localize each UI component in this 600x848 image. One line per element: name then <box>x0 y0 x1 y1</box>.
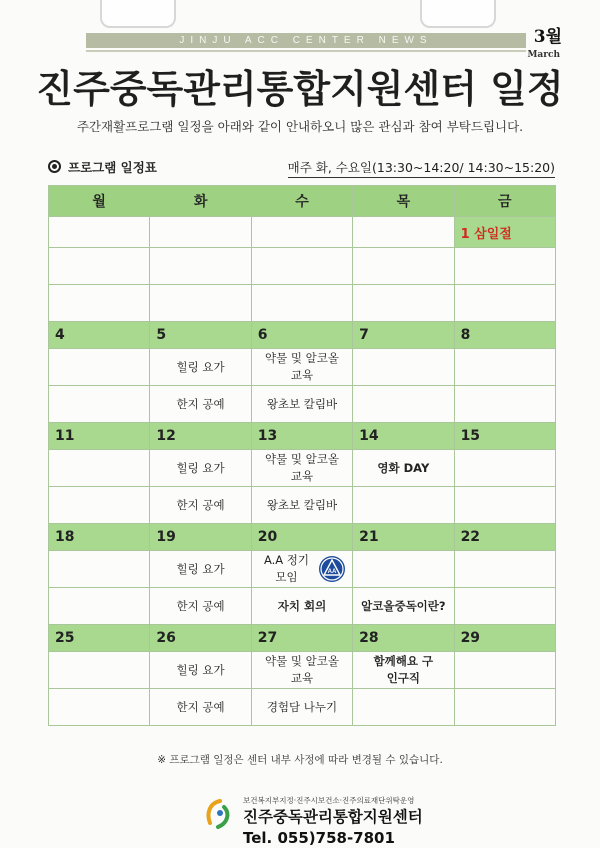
calendar-cell <box>150 217 251 248</box>
week1-row2 <box>49 285 556 322</box>
program-cell <box>49 450 150 487</box>
program-cell <box>49 551 150 588</box>
weekday-fri: 금 <box>454 186 555 217</box>
date-cell: 4 <box>49 322 150 349</box>
footer-subtext: 보건복지부지정·진주시보건소·진주의료재단위탁운영 <box>243 796 415 805</box>
week3-date-row <box>49 423 556 450</box>
date-cell: 29 <box>454 625 555 652</box>
header-banner: JINJU ACC CENTER NEWS <box>86 33 526 48</box>
program-cell: 힐링 요가 <box>150 652 251 689</box>
program-cell <box>49 588 150 625</box>
aa-meeting-block <box>252 552 352 586</box>
date-cell: 18 <box>49 524 150 551</box>
month-en-label: March <box>527 50 560 60</box>
program-cell <box>251 652 352 689</box>
section-label <box>48 158 157 176</box>
date-cell: 15 <box>454 423 555 450</box>
calendar-table <box>48 185 556 726</box>
program-cell <box>251 450 352 487</box>
footer-center-name: 진주중독관리통합지원센터 <box>243 808 423 826</box>
notice-text: ※ 프로그램 일정은 센터 내부 사정에 따라 변경될 수 있습니다. <box>157 754 443 766</box>
program-cell <box>454 487 555 524</box>
week2-date-row <box>49 322 556 349</box>
program-cell <box>353 689 454 726</box>
program-text: 약물 및 알코올 교육 <box>264 654 339 685</box>
program-cell <box>353 652 454 689</box>
week4-row1 <box>49 551 556 588</box>
program-cell <box>49 652 150 689</box>
week2-row1 <box>49 349 556 386</box>
program-cell <box>353 349 454 386</box>
week3-row2 <box>49 487 556 524</box>
week1-row1 <box>49 248 556 285</box>
program-text: A.A 정기모임 <box>263 553 309 584</box>
date-cell: 8 <box>454 322 555 349</box>
aa-logo-svg <box>319 556 345 582</box>
weekday-header-row <box>49 186 556 217</box>
aa-logo-icon <box>319 556 345 582</box>
date-cell: 28 <box>353 625 454 652</box>
program-cell: 힐링 요가 <box>150 450 251 487</box>
footer-telephone: Tel. 055)758-7801 <box>243 829 395 847</box>
program-cell: 한지 공예 <box>150 588 251 625</box>
program-cell <box>251 349 352 386</box>
date-cell: 11 <box>49 423 150 450</box>
date-cell: 12 <box>150 423 251 450</box>
calendar-cell <box>353 248 454 285</box>
program-cell <box>454 551 555 588</box>
date-cell: 14 <box>353 423 454 450</box>
program-cell: 한지 공예 <box>150 386 251 423</box>
calendar-cell <box>150 285 251 322</box>
calendar-cell <box>150 248 251 285</box>
program-cell <box>454 588 555 625</box>
banner-underline <box>86 50 526 52</box>
date-cell: 5 <box>150 322 251 349</box>
week3-row1 <box>49 450 556 487</box>
program-cell <box>251 551 352 588</box>
weekday-thu: 목 <box>353 186 454 217</box>
date-cell: 21 <box>353 524 454 551</box>
calendar-cell <box>49 217 150 248</box>
date-cell: 20 <box>251 524 352 551</box>
calendar-cell <box>353 217 454 248</box>
program-cell <box>454 349 555 386</box>
program-cell <box>49 487 150 524</box>
page-subtitle: 주간재활프로그램 일정을 아래와 같이 안내하오니 많은 관심과 참여 부탁드립니다. <box>76 119 524 134</box>
date-cell: 25 <box>49 625 150 652</box>
date-cell: 6 <box>251 322 352 349</box>
holiday-cell: 1 삼일절 <box>454 217 555 248</box>
program-text: 약물 및 알코올 교육 <box>264 351 339 382</box>
program-cell <box>454 652 555 689</box>
page-title: 진주중독관리통합지원센터 일정 <box>36 67 564 111</box>
program-cell <box>454 689 555 726</box>
week5-row2 <box>49 689 556 726</box>
week5-row1 <box>49 652 556 689</box>
program-cell: 경험담 나누기 <box>251 689 352 726</box>
weekday-wed: 수 <box>251 186 352 217</box>
calendar-cell <box>251 248 352 285</box>
program-cell <box>454 386 555 423</box>
program-cell <box>49 386 150 423</box>
program-cell <box>49 349 150 386</box>
week4-row2 <box>49 588 556 625</box>
program-cell <box>353 386 454 423</box>
weekday-tue: 화 <box>150 186 251 217</box>
date-cell: 26 <box>150 625 251 652</box>
date-cell: 27 <box>251 625 352 652</box>
binder-clip-left <box>100 0 176 28</box>
calendar-cell <box>251 285 352 322</box>
program-cell: 영화 DAY <box>353 450 454 487</box>
month-label: 3월 <box>533 27 562 47</box>
svg-text:AA: AA <box>328 569 337 575</box>
calendar-cell <box>251 217 352 248</box>
bullet-circle-icon <box>48 160 61 173</box>
week1-date-row <box>49 217 556 248</box>
calendar-cell <box>454 285 555 322</box>
calendar-cell <box>49 285 150 322</box>
program-cell: 한지 공예 <box>150 689 251 726</box>
program-cell <box>353 551 454 588</box>
calendar-cell <box>454 248 555 285</box>
date-cell: 7 <box>353 322 454 349</box>
center-logo-icon <box>200 797 236 831</box>
program-cell <box>454 450 555 487</box>
program-cell: 힐링 요가 <box>150 551 251 588</box>
calendar-cell <box>353 285 454 322</box>
date-cell: 22 <box>454 524 555 551</box>
week2-row2 <box>49 386 556 423</box>
program-cell: 왕초보 칼림바 <box>251 386 352 423</box>
binder-clip-right <box>420 0 496 28</box>
program-text: 함께해요 구인구직 <box>373 654 434 685</box>
date-cell: 19 <box>150 524 251 551</box>
program-cell <box>353 487 454 524</box>
program-cell: 알코올중독이란? <box>353 588 454 625</box>
date-cell: 13 <box>251 423 352 450</box>
weekday-mon: 월 <box>49 186 150 217</box>
program-cell <box>49 689 150 726</box>
schedule-time: 매주 화, 수요일(13:30~14:20/ 14:30~15:20) <box>288 158 555 178</box>
program-cell: 왕초보 칼림바 <box>251 487 352 524</box>
week5-date-row <box>49 625 556 652</box>
section-label-text: 프로그램 일정표 <box>68 160 157 175</box>
program-cell: 자치 회의 <box>251 588 352 625</box>
week4-date-row <box>49 524 556 551</box>
program-cell: 힐링 요가 <box>150 349 251 386</box>
calendar-cell <box>49 248 150 285</box>
program-text: 약물 및 알코올 교육 <box>264 452 339 483</box>
program-cell: 한지 공예 <box>150 487 251 524</box>
